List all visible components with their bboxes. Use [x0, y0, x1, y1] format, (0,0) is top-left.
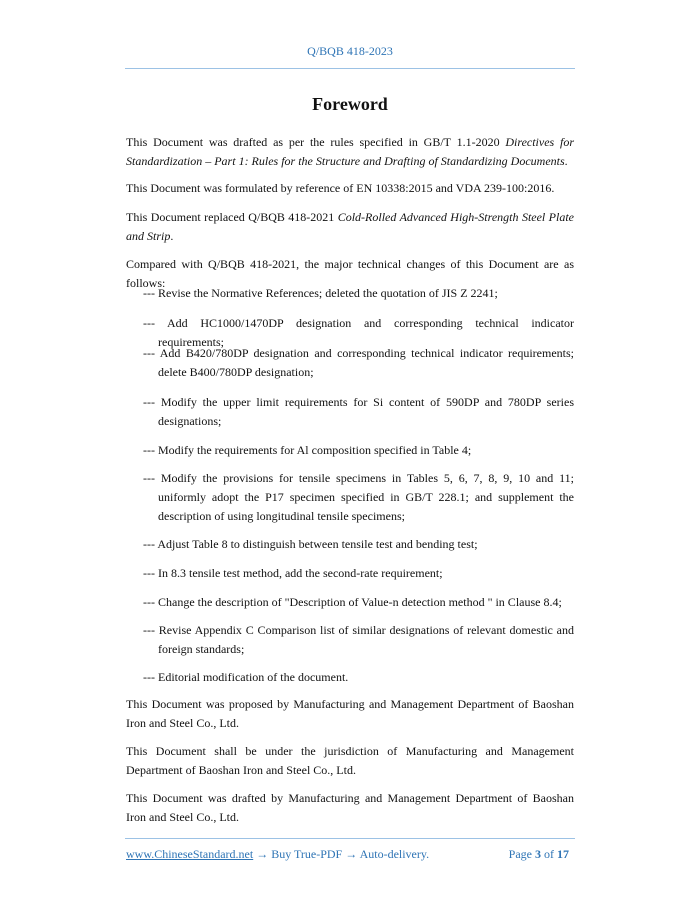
change-item: --- Modify the requirements for Al composition specified in Table 4; — [143, 443, 472, 457]
footer-rule — [125, 838, 575, 839]
paragraph-jurisdiction: This Document shall be under the jurisdiction of Manufacturing and Management Department of Baoshan Iron and Steel Co., Ltd. — [126, 744, 574, 777]
paragraph-changes-intro: Compared with Q/BQB 418-2021, the major technical changes of this Document are as follows: — [126, 257, 574, 290]
paragraph-proposed-by: This Document was proposed by Manufacturing and Management Department of Baoshan Iron and Steel Co., Ltd. — [126, 697, 574, 730]
change-item: --- Revise the Normative References; deleted the quotation of JIS Z 2241; — [143, 286, 498, 300]
paragraph-drafting-rules — [126, 133, 574, 171]
text: . — [564, 154, 568, 168]
text: This Document was drafted as per the rules specified in GB/T 1.1-2020 — [126, 135, 506, 149]
of-label: of — [541, 847, 557, 861]
paragraph-drafted-by: This Document was drafted by Manufacturing and Management Department of Baoshan Iron and Steel Co., Ltd. — [126, 791, 574, 824]
page-number — [509, 847, 569, 862]
total-pages: 17 — [557, 847, 569, 861]
paragraph-replaced — [126, 208, 574, 246]
website-link[interactable]: www.ChineseStandard.net — [126, 847, 254, 861]
change-item: --- Adjust Table 8 to distinguish between tensile test and bending test; — [143, 537, 478, 551]
current-page: 3 — [535, 847, 541, 861]
change-item: --- Editorial modification of the document. — [143, 670, 349, 684]
change-item: --- Add HC1000/1470DP designation and corresponding technical indicator requirements; — [143, 316, 574, 349]
text: . — [170, 229, 174, 243]
text: This Document replaced Q/BQB 418-2021 — [126, 210, 338, 224]
change-item: --- Modify the upper limit requirements for Si content of 590DP and 780DP series designations; — [143, 395, 574, 428]
standard-title: Directives for Standardization – Part 1: Rules for the Structure and Drafting of Standardizing Documents — [126, 135, 574, 168]
header-rule — [125, 68, 575, 69]
change-item: --- Add B420/780DP designation and corresponding technical indicator requirements; delete B400/780DP designation; — [143, 346, 574, 379]
standard-title: Cold-Rolled Advanced High-Strength Steel Plate and Strip — [126, 210, 575, 243]
page-title: Foreword — [312, 94, 388, 114]
change-item: --- Change the description of "Description of Value-n detection method " in Clause 8.4; — [143, 595, 562, 609]
change-item: --- Modify the provisions for tensile specimens in Tables 5, 6, 7, 8, 9, 10 and 11; uniformly adopt the P17 specimen specified in GB/T 228.1; and supplement the description of using longitudinal tensile specimens; — [143, 471, 574, 523]
page-label: Page — [508, 847, 535, 861]
document-code-header: Q/BQB 418-2023 — [307, 44, 393, 58]
paragraph-reference: This Document was formulated by reference of EN 10338:2015 and VDA 239-100:2016. — [126, 181, 555, 195]
change-item: --- In 8.3 tensile test method, add the second-rate requirement; — [143, 566, 443, 580]
promo-text: → Buy True-PDF → Auto-delivery. — [253, 847, 430, 861]
footer — [126, 847, 574, 862]
change-item: --- Revise Appendix C Comparison list of similar designations of relevant domestic and foreign standards; — [143, 623, 574, 656]
